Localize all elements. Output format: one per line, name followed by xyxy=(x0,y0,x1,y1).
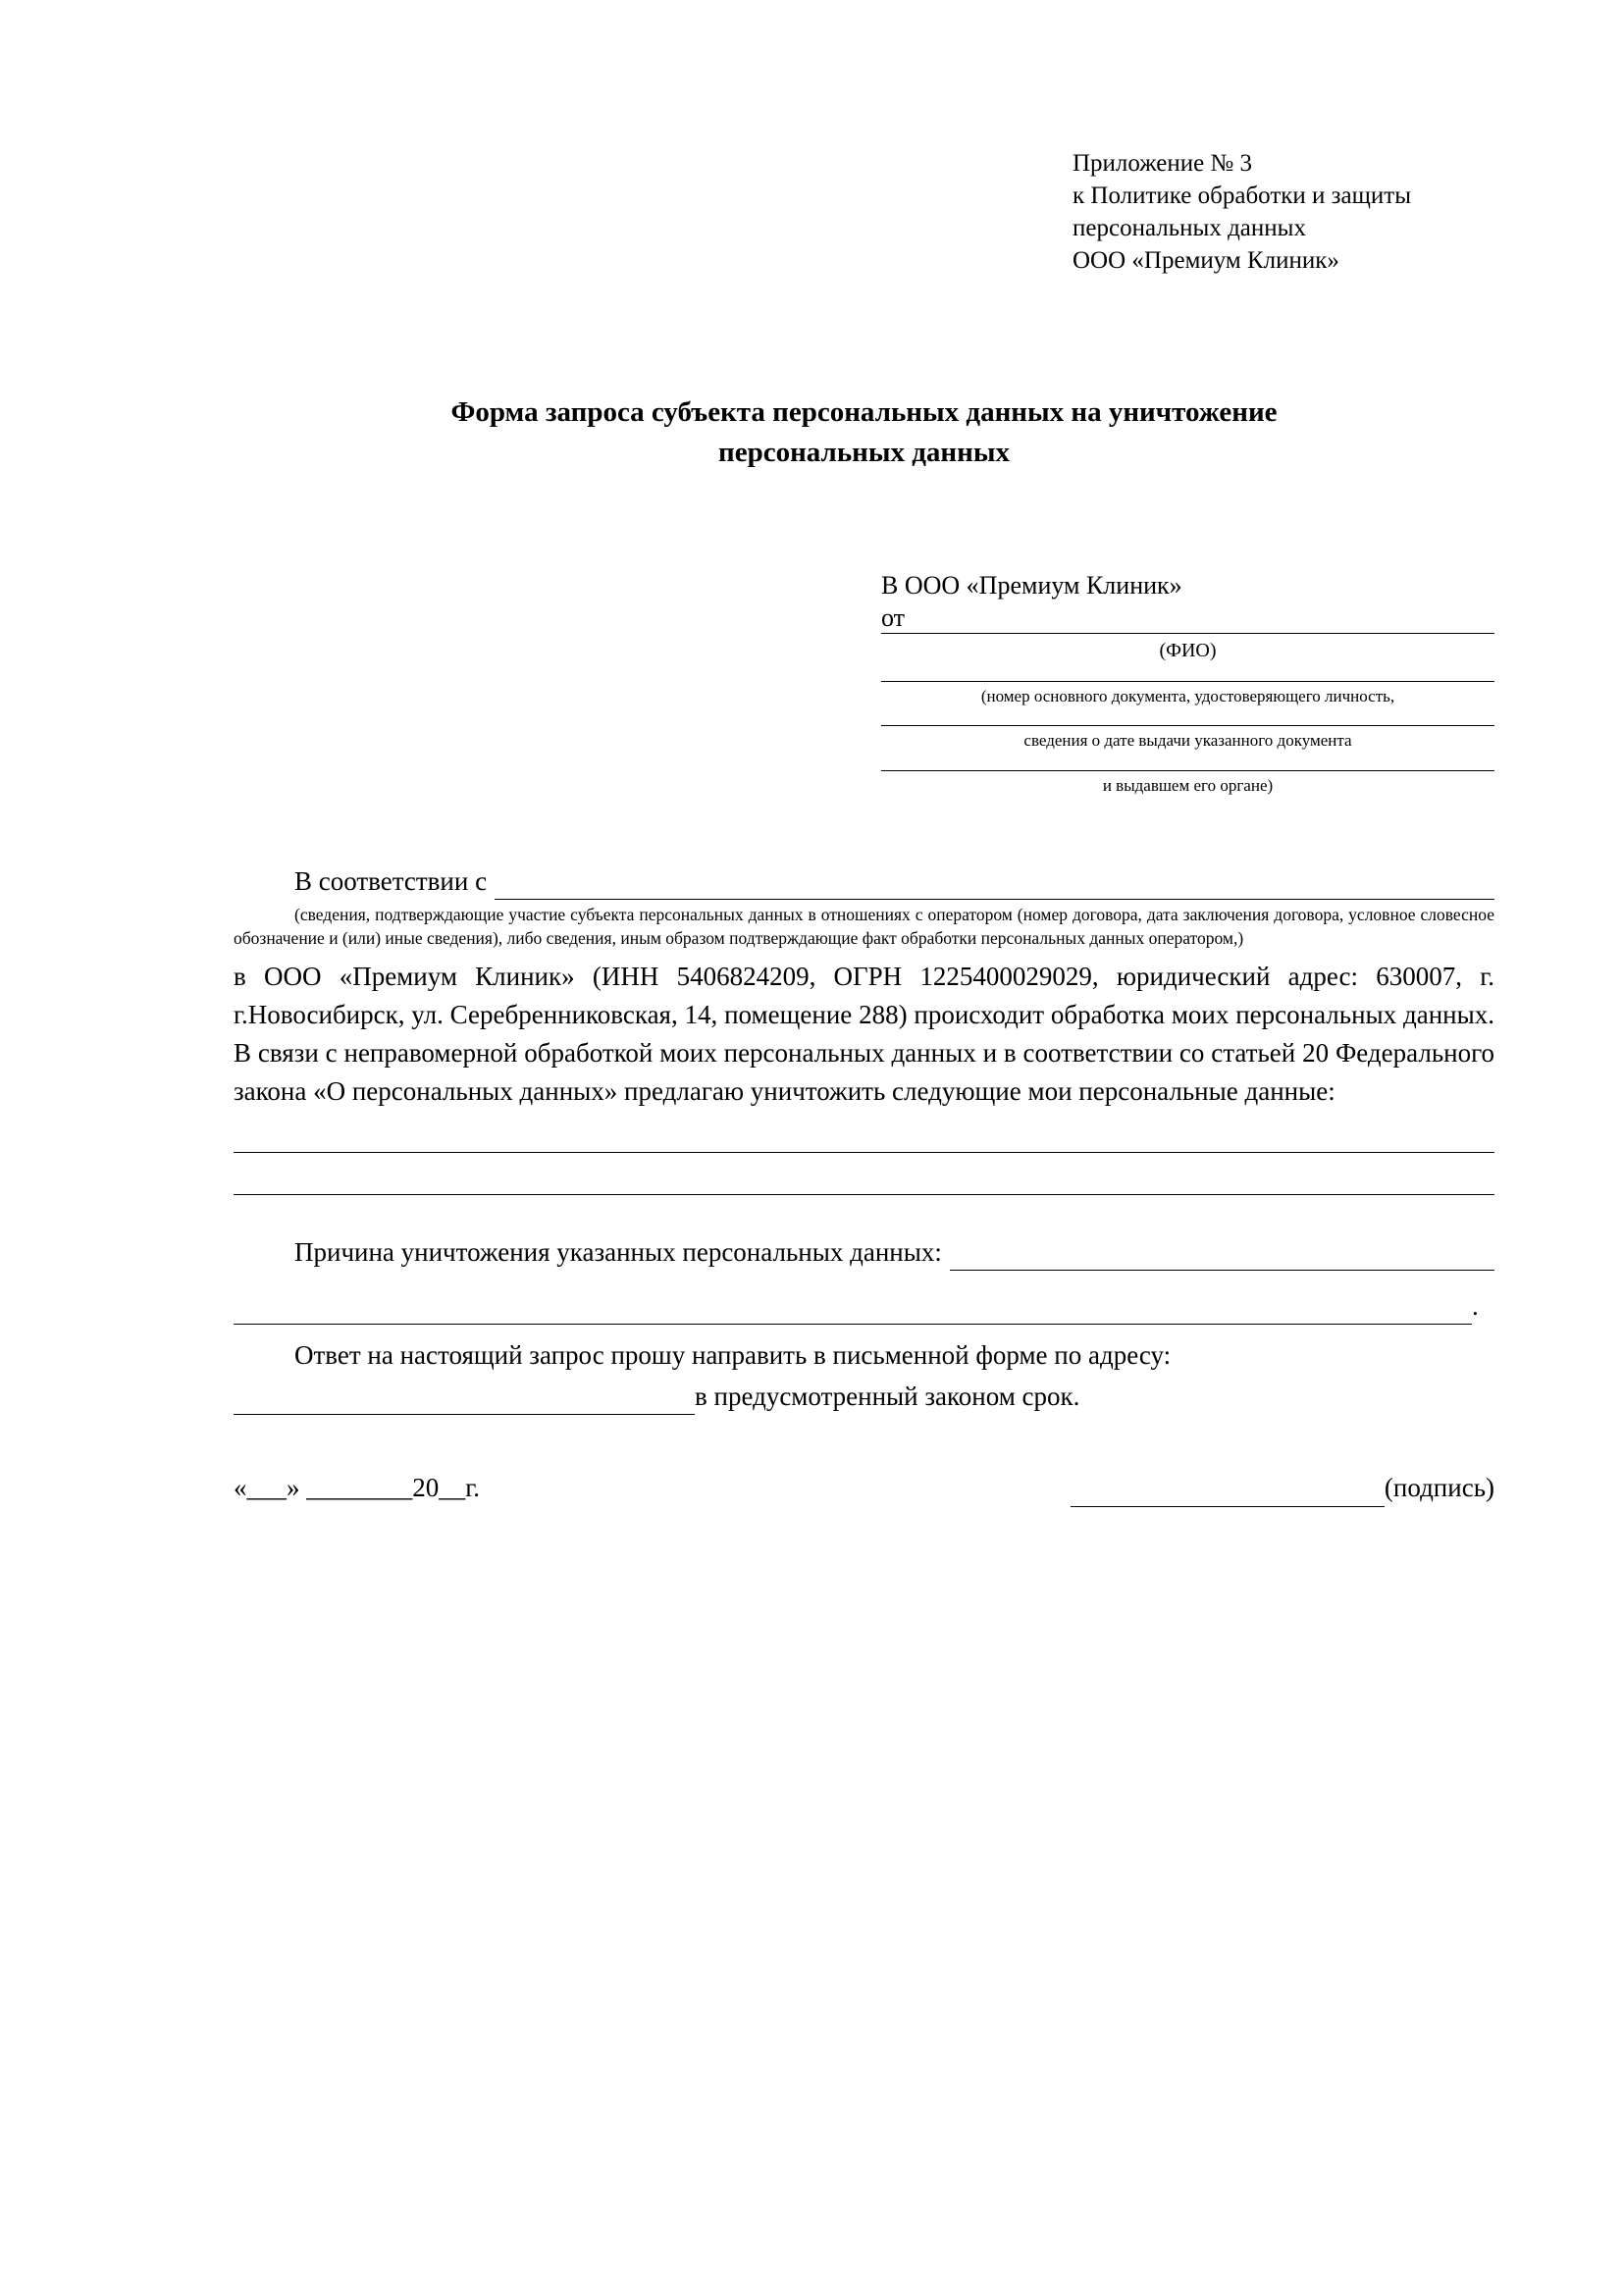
signature-row xyxy=(234,1470,1494,1506)
appendix-header-line-1: Приложение № 3 xyxy=(1073,150,1253,177)
reason-label: Причина уничтожения указанных персональных данных: xyxy=(294,1236,942,1267)
body-section xyxy=(234,863,1494,1507)
in-accordance-note-text: (сведения, подтверждающие участие субъекта персональных данных в отношениях с оператором (номер договора, дата заключения договора, условное словесное обозначение и (или) иные сведения), либо сведения, иным образом подтверждающие факт обработки персональных данных оператором,) xyxy=(234,904,1494,948)
address-input-line[interactable] xyxy=(234,1384,695,1415)
addressee-organization: В ООО «Премиум Клиник» xyxy=(881,571,1182,600)
signature-label: (подпись) xyxy=(1384,1473,1494,1503)
reason-input-line-2[interactable] xyxy=(234,1296,1472,1325)
document-organ-input-line[interactable] xyxy=(881,770,1494,771)
answer-paragraph-text: Ответ на настоящий запрос прошу направить в письменной форме по адресу: xyxy=(294,1340,1172,1371)
document-number-input-line[interactable] xyxy=(881,681,1494,682)
answer-paragraph xyxy=(234,1336,1494,1375)
document-number-caption: (номер основного документа, удостоверяющего личность, xyxy=(980,687,1395,706)
reason-end-dot: . xyxy=(1472,1290,1479,1321)
page-title xyxy=(234,392,1494,473)
signature-input-line[interactable] xyxy=(1071,1481,1385,1507)
appendix-header-line-2: к Политике обработки и защиты xyxy=(1073,183,1412,209)
date-line[interactable]: «___» ________20__г. xyxy=(234,1473,481,1503)
reason-row xyxy=(234,1234,1494,1271)
appendix-header xyxy=(1073,147,1494,277)
document-organ-caption: и выдавшем его органе) xyxy=(1102,775,1274,795)
addressee-from-label: от xyxy=(881,603,906,633)
address-row xyxy=(234,1379,1494,1415)
reason-input-line-1[interactable] xyxy=(950,1242,1494,1271)
in-accordance-row xyxy=(234,863,1494,900)
page-title-line-2: персональных данных xyxy=(718,437,1010,469)
personal-data-input-line-1[interactable] xyxy=(234,1152,1494,1153)
appendix-header-line-4: ООО «Премиум Клиник» xyxy=(1073,247,1339,274)
page-title-line-1: Форма запроса субъекта персональных данных на уничтожение xyxy=(450,396,1278,428)
in-accordance-label: В соответствии с xyxy=(294,865,488,896)
fio-caption: (ФИО) xyxy=(1159,640,1217,662)
document-date-caption: сведения о дате выдачи указанного документа xyxy=(1023,731,1352,751)
fio-input-line[interactable] xyxy=(881,633,1494,634)
personal-data-input-line-2[interactable] xyxy=(234,1194,1494,1195)
in-accordance-note xyxy=(234,904,1494,950)
addressee-block xyxy=(881,571,1494,796)
main-paragraph: в ООО «Премиум Клиник» (ИНН 5406824209, ОГРН 1225400029029, юридический адрес: 630007, г. г.Новосибирск, ул. Серебренниковская, 14, помещение 288) происходит обработка моих персональных данных. В связи с неправомерной обработкой моих персональных данных и в соответствии со статьей 20 Федерального закона «О персональных данных» предлагаю уничтожить следующие мои персональные данные: xyxy=(234,962,1494,1106)
reason-tail-row xyxy=(234,1288,1494,1325)
signature-box xyxy=(1071,1470,1494,1506)
term-text: в предусмотренный законом срок. xyxy=(695,1382,1080,1411)
document-content xyxy=(234,147,1494,1507)
appendix-header-line-3: персональных данных xyxy=(1073,215,1306,241)
document-date-input-line[interactable] xyxy=(881,725,1494,726)
in-accordance-input-line[interactable] xyxy=(495,873,1494,900)
